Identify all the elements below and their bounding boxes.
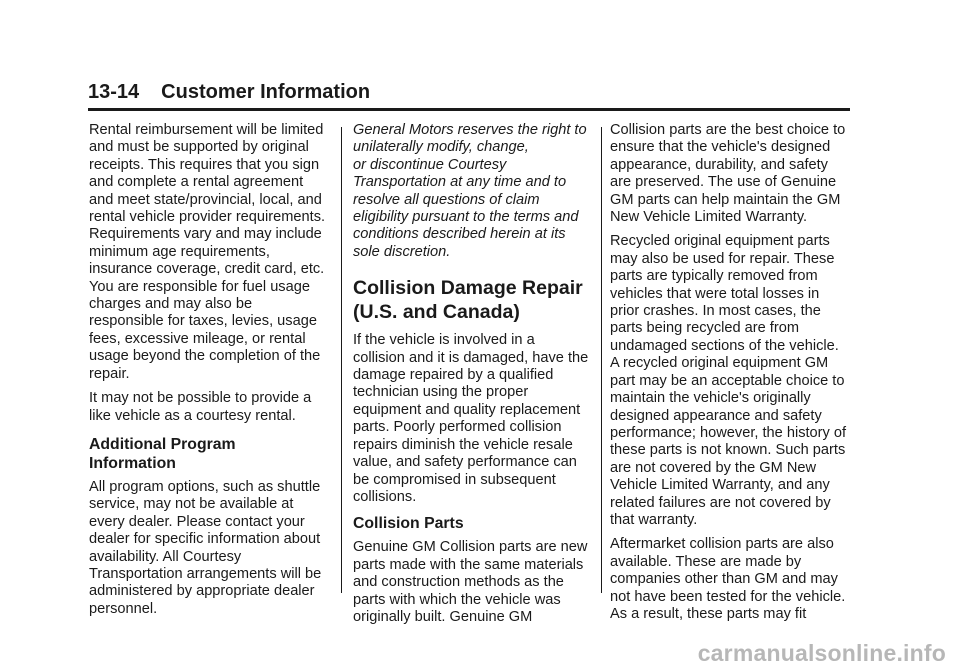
genuine-parts-continued-paragraph: Collision parts are the best choice to ensure that the vehicle's designed appearance, durability, and safety are preserved. The use of Genuine GM parts can help maintain the GM New Vehicle Limited Warranty. — [610, 122, 846, 226]
gm-reserves-note: General Motors reserves the right to unilaterally modify, change, or discontinue Courtesy Transportation at any time and to resolve all questions of claim eligibility pursuant to the terms and conditions described herein at its sole discretion. — [353, 122, 587, 260]
aftermarket-parts-paragraph: Aftermarket collision parts are also available. These are made by companies other than GM and may not have been tested for the vehicle. As a result, these parts may fit — [610, 536, 846, 622]
column-divider — [341, 127, 342, 593]
collision-repair-paragraph: If the vehicle is involved in a collision and it is damaged, have the damage repaired by a qualified technician using the proper equipment and quality replacement parts. Poorly performed collision repairs diminish the vehicle resale value, and safety performance can be compromised in subsequent collisions. — [353, 332, 589, 505]
text-column-2 — [353, 122, 593, 633]
additional-program-heading: Additional Program Information — [89, 435, 236, 472]
page-header — [88, 80, 850, 111]
collision-damage-heading: Collision Damage Repair (U.S. and Canada) — [353, 277, 583, 324]
genuine-parts-paragraph: Genuine GM Collision parts are new parts made with the same materials and construction methods as the parts with which the vehicle was originally built. Genuine GM — [353, 539, 588, 625]
watermark: carmanualsonline.info — [697, 640, 946, 666]
section-title: Customer Information — [161, 81, 371, 103]
recycled-parts-paragraph: Recycled original equipment parts may also be used for repair. These parts are typically removed from vehicles that were total losses in prior crashes. In most cases, the parts being recycled are from undamaged sections of the vehicle. A recycled original equipment GM part may be an acceptable choice to maintain the vehicle's originally designed appearance and safety performance; however, the history of these parts is not known. Such parts are not covered by the GM New Vehicle Limited Warranty, and any related failures are not covered by that warranty. — [610, 233, 847, 528]
page-number: 13-14 — [88, 81, 140, 103]
rental-reimbursement-paragraph: Rental reimbursement will be limited and must be supported by original receipts. This requires that you sign and complete a rental agreement and meet state/provincial, local, and rental vehicle provider requirements. Requirements vary and may include minimum age requirements, insurance coverage, credit card, etc. You are responsible for fuel usage charges and may also be responsible for taxes, levies, usage fees, excessive mileage, or rental usage beyond the completion of the repair. — [89, 122, 326, 382]
text-column-3 — [610, 122, 854, 630]
collision-parts-heading: Collision Parts — [353, 515, 464, 533]
text-column-1 — [89, 122, 327, 625]
column-divider — [601, 127, 602, 593]
like-vehicle-paragraph: It may not be possible to provide a like vehicle as a courtesy rental. — [89, 390, 312, 424]
program-options-paragraph: All program options, such as shuttle service, may not be available at every dealer. Please contact your dealer for specific information about availability. All Courtesy Transportation arrangements will be administered by appropriate dealer personnel. — [89, 478, 322, 617]
